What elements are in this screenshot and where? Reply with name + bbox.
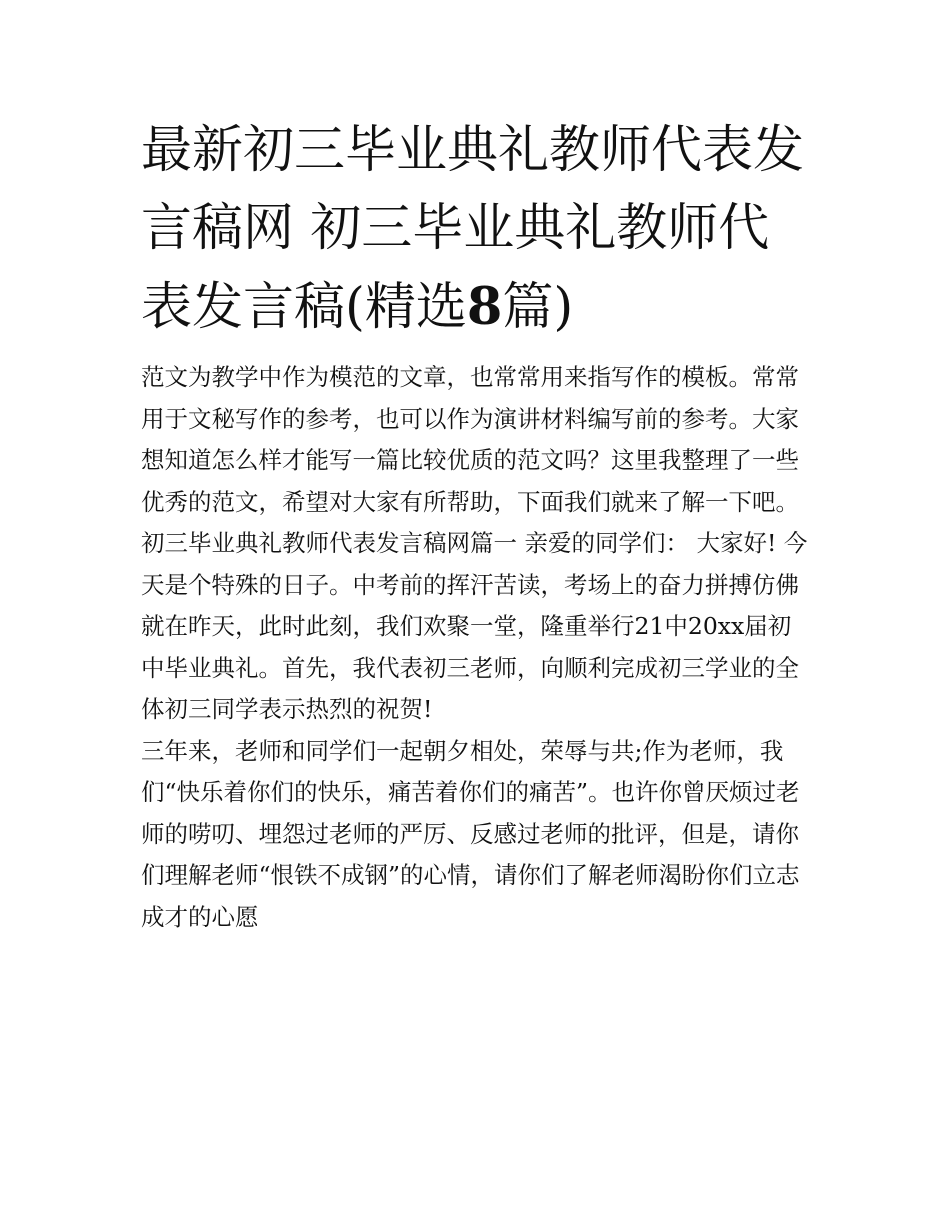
title-text: 最新初三毕业典礼教师代表发言稿网 初三毕业典礼教师代表发言稿(精选 [141,121,805,337]
document-title [141,112,813,347]
speech-paragraph-1: 初三毕业典礼教师代表发言稿网篇一 亲爱的同学们： 大家好! 今天是个特殊的日子。中考前的挥汗苦读，考场上的奋力拼搏仿佛就在昨天，此时此刻，我们欢聚一堂，隆重举行21中20xx届初中毕业典礼。首先，我代表初三老师，向顺利完成初三学业的全体初三同学表示热烈的祝贺! [141,529,808,723]
speech-paragraph-2: 三年来，老师和同学们一起朝夕相处，荣辱与共;作为老师，我们“快乐着你们的快乐，痛苦着你们的痛苦”。也许你曾厌烦过老师的唠叨、埋怨过老师的严厉、反感过老师的批评，但是，请你们理解老师“恨铁不成钢”的心情，请你们了解老师渴盼你们立志成才的心愿 [141,736,800,931]
title-number: 8 [466,277,503,337]
document-page [141,112,813,938]
title-suffix: 篇) [502,278,574,337]
intro-paragraph: 范文为教学中作为模范的文章，也常常用来指写作的模板。常常用于文秘写作的参考，也可以作为演讲材料编写前的参考。大家想知道怎么样才能写一篇比较优质的范文吗？这里我整理了一些优秀的范文，希望对大家有所帮助，下面我们就来了解一下吧。 [141,363,799,516]
